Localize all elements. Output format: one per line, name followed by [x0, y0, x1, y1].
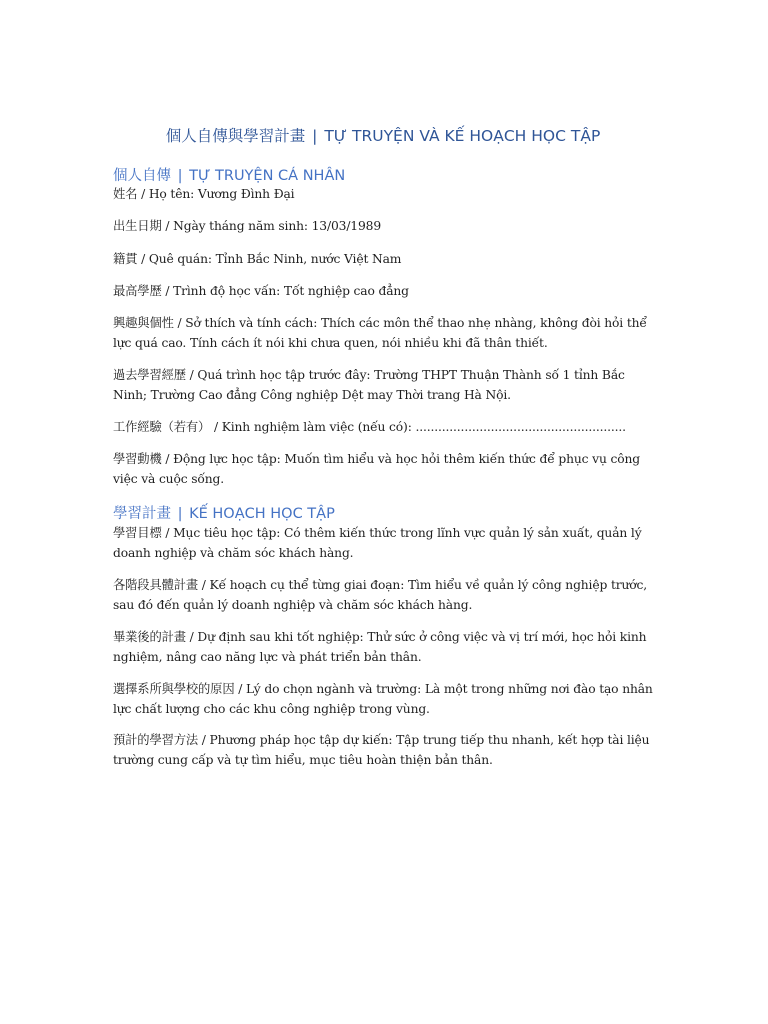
field-label-cjk: 興趣與個性 [113, 316, 174, 330]
field-study-motivation [113, 450, 658, 489]
field-education-level [113, 282, 658, 302]
section-heading-separator: | [177, 168, 183, 184]
field-label-cjk: 姓名 [113, 187, 138, 201]
field-text: / Quê quán: Tỉnh Bắc Ninh, nước Việt Nam [141, 252, 402, 266]
field-full-name [113, 185, 658, 205]
field-label-cjk: 預計的學習方法 [113, 733, 199, 747]
field-text: / Quá trình học tập trước đây: Trường THPT Thuận Thành số 1 tỉnh Bắc Ninh; Trường Cao đẳng Công nghiệp Dệt may Thời trang Hà Nội. [113, 368, 625, 402]
field-hometown [113, 250, 658, 270]
field-text: / Mục tiêu học tập: Có thêm kiến thức trong lĩnh vực quản lý sản xuất, quản lý doanh nghiệp và chăm sóc khách hàng. [113, 526, 642, 560]
field-text: / Dự định sau khi tốt nghiệp: Thử sức ở công việc và vị trí mới, học hỏi kinh nghiệm, nâng cao năng lực và phát triển bản thân. [113, 630, 647, 664]
section-heading-study-plan [113, 502, 335, 523]
field-past-education [113, 366, 658, 405]
section-heading-separator: | [177, 506, 183, 522]
field-label-cjk: 畢業後的計畫 [113, 630, 186, 644]
field-text: / Động lực học tập: Muốn tìm hiểu và học hỏi thêm kiến thức để phục vụ công việc và cuộc sống. [113, 452, 640, 486]
field-work-experience [113, 418, 658, 438]
title-vietnamese: TỰ TRUYỆN VÀ KẾ HOẠCH HỌC TẬP [324, 127, 601, 145]
field-label-cjk: 學習動機 [113, 452, 162, 466]
field-text: / Kế hoạch cụ thể từng giai đoạn: Tìm hiểu về quản lý công nghiệp trước, sau đó đến quản lý doanh nghiệp và chăm sóc khách hàng. [113, 578, 647, 612]
field-study-goal [113, 524, 658, 563]
field-text: / Ngày tháng năm sinh: 13/03/1989 [165, 219, 382, 233]
field-label-cjk: 最高學歷 [113, 284, 162, 298]
field-text: / Sở thích và tính cách: Thích các môn thể thao nhẹ nhàng, không đòi hỏi thể lực quá cao. Tính cách ít nói khi chưa quen, nói nhiều khi đã thân thiết. [113, 316, 647, 350]
field-label-cjk: 各階段具體計畫 [113, 578, 199, 592]
title-cjk: 個人自傳與學習計畫 [165, 127, 306, 145]
field-text: / Lý do chọn ngành và trường: Là một trong những nơi đào tạo nhân lực chất lượng cho các khu công nghiệp trong vùng. [113, 682, 653, 716]
field-reason-for-choice [113, 680, 658, 719]
section-heading-cjk: 個人自傳 [113, 168, 171, 184]
title-separator: | [312, 127, 318, 145]
section-heading-vietnamese: KẾ HOẠCH HỌC TẬP [189, 506, 335, 522]
field-text: / Họ tên: Vương Đình Đại [141, 187, 295, 201]
field-text: / Trình độ học vấn: Tốt nghiệp cao đẳng [165, 284, 409, 298]
field-hobbies-personality [113, 314, 658, 353]
section-heading-vietnamese: TỰ TRUYỆN CÁ NHÂN [189, 168, 346, 184]
field-post-graduation-plan [113, 628, 658, 667]
field-label-cjk: 選擇系所與學校的原因 [113, 682, 235, 696]
page-title [83, 124, 683, 146]
section-heading-cjk: 學習計畫 [113, 506, 171, 522]
field-label-cjk: 籍貫 [113, 252, 138, 266]
field-study-method [113, 731, 658, 770]
field-text: / Phương pháp học tập dự kiến: Tập trung tiếp thu nhanh, kết hợp tài liệu trường cung cấp và tự tìm hiểu, mục tiêu hoàn thiện bản thân. [113, 733, 650, 767]
field-label-cjk: 出生日期 [113, 219, 162, 233]
field-text: / Kinh nghiệm làm việc (nếu có): ........................................................ [213, 420, 626, 434]
field-birth-date [113, 217, 658, 237]
section-heading-autobiography [113, 164, 345, 185]
field-label-cjk: 工作經驗（若有） [113, 420, 211, 434]
field-label-cjk: 過去學習經歷 [113, 368, 186, 382]
field-label-cjk: 學習目標 [113, 526, 162, 540]
field-stage-plan [113, 576, 658, 615]
